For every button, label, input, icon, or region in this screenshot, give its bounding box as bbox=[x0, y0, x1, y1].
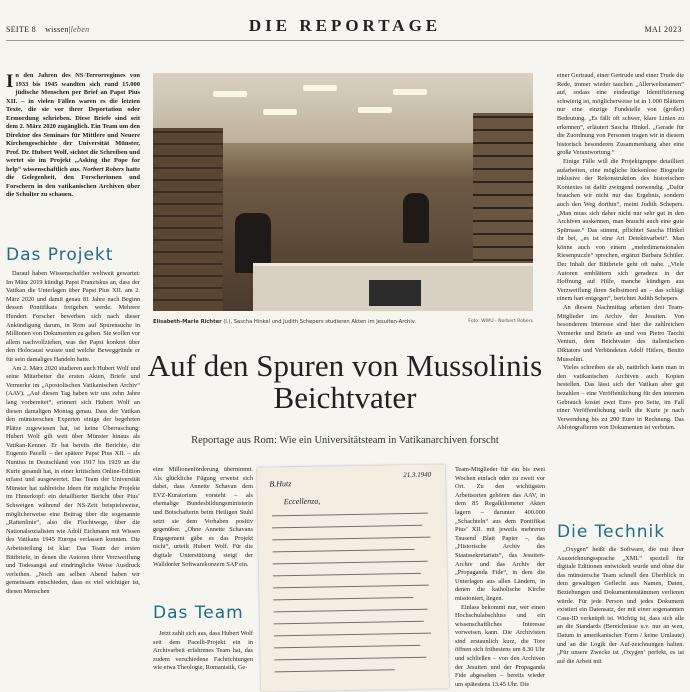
col5-paragraph: An diesem Nachmittag arbeiten drei Team-Mitglieder im Archiv der Jesuiten. Von besonderem Interesse sind hier die zahlreichen Vermerke und Briefe an und von Pietro Tacchi Venturi, dem Beichtvater des italienischen Diktators und Verbündeten Adolf Hitlers, Benito Mussolini. bbox=[557, 304, 684, 363]
column-5b bbox=[557, 546, 684, 690]
brand-separator: | bbox=[68, 25, 71, 34]
headline: Auf den Spuren von Mussolinis Beichtvater bbox=[147, 348, 543, 415]
handwriting-line bbox=[274, 633, 431, 638]
photo-credit: Foto: WWU - Norbert Robers bbox=[468, 319, 533, 324]
column-2b bbox=[153, 630, 253, 690]
brand-main: wissen bbox=[45, 25, 69, 34]
caption-name: Elisabeth-Marie Richter bbox=[153, 319, 222, 325]
column-4 bbox=[455, 466, 545, 690]
issue-date: MAI 2023 bbox=[644, 25, 682, 34]
handwriting-line bbox=[274, 657, 426, 662]
handwriting-line bbox=[272, 525, 422, 530]
photo-shelf-left bbox=[153, 128, 223, 311]
photo-laptop bbox=[369, 280, 421, 306]
subhead-projekt: Das Projekt bbox=[6, 245, 114, 265]
letter-date: 21.3.1940 bbox=[403, 470, 432, 480]
photo-lamp bbox=[213, 91, 247, 97]
handwriting-line bbox=[273, 573, 421, 578]
photo-lamp bbox=[263, 109, 297, 115]
letter-header-left: B.Hutz bbox=[269, 479, 292, 489]
handwriting-line bbox=[272, 537, 430, 542]
subhead-team: Das Team bbox=[153, 603, 244, 623]
col1-paragraph: Darauf haben Wissenschaftler weltweit gewartet: Im März 2019 kündigt Papst Franziskus an, dass der Vatikan die Unterlagen über Papst Pius XII. am 2. März 2020 und damit genau 81 Jahre nach Beginn dessen Pontifikats freigeben werde. Mehrere Hundert Forscher bewerben sich nach dieser Ankündigung darum, in Rom auf Spurensuche in Millionen von Dokumenten zu gehen. Sie wollen vor allem nachvollziehen, was der Papst konkret über den Holocaust wusste und welche Beweggründe er für sein damaliges Handeln hatte. bbox=[6, 270, 140, 363]
handwriting-line bbox=[273, 597, 413, 601]
page-header bbox=[0, 0, 690, 42]
subheadline: Reportage aus Rom: Wie ein Universitätsteam in Vatikanarchiven forscht bbox=[191, 435, 499, 446]
intro-body-end: hatte die Gelegenheit, den Forscherinnen und Forschern in den vatikanischen Archiven über die Schulter zu schauen. bbox=[6, 165, 140, 198]
handwriting-line bbox=[273, 561, 428, 566]
handwriting-line bbox=[273, 549, 415, 553]
col2-paragraph: eine Millionenförderung übernimmt. Als glückliche Fügung erweist sich dabei, dass Annette Schavan dem EVZ-Kuratorium vorsteht – als ehemalige Bundesbildungsministerin und Botschafterin beim Heiligen Stuhl setzt sie dem Vorhaben positiv gegenüber. „Ohne Annette Schavans Engagement gäbe es das Projekt nicht“, urteilt Hubert Wolf. Für die digitale Unterstützung steigt der Walldorfer Softwarekonzern SAP ein. bbox=[153, 466, 253, 568]
intro-author: Norbert Robers bbox=[82, 165, 125, 173]
column-1 bbox=[6, 270, 140, 690]
photo-person bbox=[403, 193, 429, 243]
page-label: SEITE 8 bbox=[6, 25, 36, 34]
photo-lamp bbox=[358, 107, 392, 113]
drop-cap: I bbox=[6, 71, 14, 92]
handwriting-line bbox=[275, 669, 395, 673]
column-5 bbox=[557, 72, 684, 512]
photo-lamp bbox=[303, 85, 337, 91]
col4-paragraph: Team-Mitglieder für ein bis zwei Wochen einfach oder zu zweit vor Ort. Zu den wichtigsten Arbeitsorten gehören das AAV, in dem 85 Regalkilometer Akten lagern – darunter 400.000 „Schachteln“ aus dem Pontifikat Pius’ XII. mit jeweils mehreren Tausend Blatt Papier –, das „Historische Archiv des Staatssekretariats“, das Jesuiten-Archiv und das Archiv der „Propaganda Fide“, in dem die Unterlagen aus allen Ländern, in denen die katholische Kirche missioniert, liegen. bbox=[455, 466, 545, 602]
intro-text bbox=[6, 72, 140, 200]
col5b-paragraph: „Oxygen“ heißt die Software, die mit ihrer Auszeichnungssprache „XML“ speziell für digitale Editionen entwickelt wurde und ohne die das münstersche Team schnell den Überblick in dem gewaltigen Geflecht aus Namen, Daten, Beziehungen und Dokumentenstämmen verlieren würde. Für jede Person und jedes Dokument existiert ein Datensatz, der mit einer sogenannten Case-ID verknüpft ist. Wichtig ist, dass sich alle an die Standards (Bereichnisse u.v. nur an wen, Datum in amerikanischer Form / keine Umlaute) und an die Logik der Auf-zeichnungen halten. „Für unsere Zwecke ist ‚Oxygen‘ perfekt, es ist auf die Arbeit mit bbox=[557, 546, 684, 665]
column-2 bbox=[153, 466, 253, 594]
col5-paragraph: einer Gertraud, einer Gertrude und einer Trude die Rede, immer wieder tauchen „Allerweltsnamen“ auf, sodass eine eindeutige Identifizierung schwierig ist, möglicherweise ist in 1.000 Blättern nur eine einzige Fundstelle von (großer) Bedeutung. „Es fällt oft schwer, klare Linien zu erkennen“, erläutert Sascha Hinkel. „Gerade für die Zuordnung von Personen tragen wir in diesem historisch besonderen Zusammenhang aber eine große Verantwortung.“ bbox=[557, 72, 684, 157]
brand-sub: leben bbox=[70, 25, 90, 34]
handwritten-letter bbox=[257, 464, 449, 691]
handwriting-line bbox=[273, 585, 429, 590]
handwriting-line bbox=[274, 609, 428, 614]
col4-paragraph: Einlass bekommt nur, wer einen Hochschulabschluss und ein wissenschaftliches Interesse vorweisen kann. Die Archivisten sind erstaunlich kurz, die Tore öffnen sich frühestens um 8.30 Uhr und schließen – von den Archiven der Jesuiten und der Propaganda Fide abgesehen – bereits wieder um spätestens 13.45 Uhr. Die bbox=[455, 603, 545, 688]
handwriting-line bbox=[272, 513, 428, 518]
col1-paragraph: Am 2. März 2020 studieren auch Hubert Wolf und seine Mitarbeiter die ersten Akten, Briefe und Vermerke im „Apostolischen Vatikanischen Archiv“ (AAV). „Auf diesen Tag haben wir uns zehn Jahre lang vorbereitet“, erinnert sich Hubert Wolf an diesen damaligen Montag genau. Dass der Vatikan den münsterschen Experten einige der begehrten Plätze zugewiesen hat, ist keine Überraschung: Hubert Wolf gilt weit über Münster hinaus als Vatikan-Kenner. Er hat bereits die Berichte, die Eugenio Pacelli – der spätere Papst Pius XII. – als Nuntius in Deutschland von 1917 bis 1929 an die Kurie gesandt hat, in einer kritischen Online-Edition erfasst und ausgewertet. Das Team der Universität Münster hat zahlreiche Ideen für mögliche Projekte im Hinterkopf: ein detaillierter Bericht über Pius’ Schweigen während der NS-Zeit beispielsweise, möglicherweise eine Beitrag über die sogenannte „Rattenlinie“, also die Fluchtwege, über die Nationalsozialisten wie Adolf Eichmann mit Wissen des Vatikans 1945 Europa verlassen konnten. Die Arbeitsteilung ist klar: Das Team der ersten Bittbriefe, in denen die Autoren ihrer Verzweiflung und Todesangst auf eindringliche Weise Ausdruck verleihen. „Noch am selben Abend haben wir gemeinsam entschieden, dass es viel wichtiger ist, diesen Menschen bbox=[6, 364, 140, 595]
photo-lamp bbox=[393, 89, 427, 95]
intro-body: n den Jahren des NS-Terrorregimes von 1933 bis 1945 wandten sich rund 15.000 jüdische Menschen per Brief an Papst Pius XII. – in vielen Fällen waren es die letzten Texte, die sie vor ihrer Deportation oder Ermordung schrieben. Diese Briefe sind seit dem 2. März 2020 zugänglich. Ein Team um den Direktor des Seminars für Mittlere und Neuere Kirchengeschichte der Universität Münster, Prof. Dr. Hubert Wolf, sichtet die Schreiben und wertet sie im Projekt „Asking the Pope for help“ wissenschaftlich aus. bbox=[6, 72, 140, 173]
photo-caption bbox=[153, 319, 533, 325]
col5-paragraph: Einige Fälle will die Projektgruppe detailliert aufarbeiten, eine mögliche lückenlose Biografie inklusive der Rekonstruktion des historischen Kontextes ist dafür zwingend notwendig. „Dafür brauchen wir nicht nur das Ergebnis, sondern auch den Weg dorthin“, meint Judith Schepers. „Man muss sich daher nicht nur sehr gut in den Archiven auskennen, man braucht auch eine gute Spürnase.“ Das stimmt, pflichtet Sascha Hinkel ihr bei, „es ist eine Art Detektivarbeit“. Man könne auch von einem „mehrdimensionalen Riesenpuzzle“ sprechen, ergänzt Barbara Schüler. Der Inhalt der Bittbriefe geht oft nahe. „Viele Autoren emblättern sich geradezu in der Hoffnung auf Hilfe, manche kündigen aus Verzweiflung ihren Selbstmord an – das schlägt einem hart entgegen“, berichtet Judith Schepers. bbox=[557, 157, 684, 303]
section-title: DIE REPORTAGE bbox=[248, 16, 442, 35]
subhead-technik: Die Technik bbox=[557, 522, 666, 542]
col2b-paragraph: Jetzt zahlt sich aus, dass Hubert Wolf seit dem Pacelli-Projekt ein in Archivarbeit erfahrenes Team hat, das zudem verschiedene Fachrichtungen wie etwa Theologie, Romanistik, Ge- bbox=[153, 630, 253, 672]
caption-text: (l.), Sascha Hinkel und Judith Schepers studieren Akten im Jesuiten-Archiv. bbox=[221, 319, 417, 325]
archive-photo bbox=[153, 73, 533, 311]
col5-paragraph: Vieles schreiben sie ab, natürlich kann man in den vatikanischen Archiven auch Kopien bestellen. Das lässt sich der Vatikan aber gut bezahlen – eine Veröffentlichung für den internen Gebrauch kostet zwei Euro pro Seite, im Fall einer Veröffentlichung stellt die Kurie je nach Verwendung bis zu 200 Euro in Rechnung. Das Abfotografieren von Dokumenten ist verboten. bbox=[557, 364, 684, 432]
handwriting-line bbox=[274, 621, 424, 626]
handwriting-line bbox=[274, 645, 420, 650]
letter-salutation: Eccellenza, bbox=[283, 496, 321, 507]
header-rule bbox=[6, 40, 684, 41]
